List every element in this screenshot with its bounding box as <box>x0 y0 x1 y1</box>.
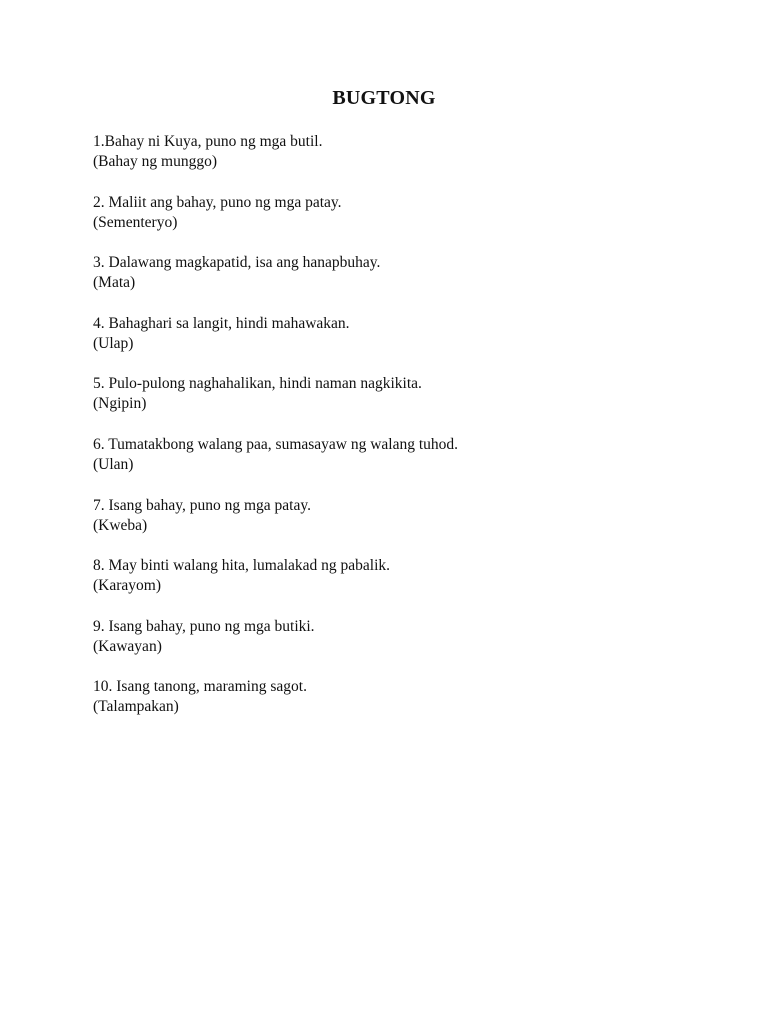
riddle-question: 4. Bahaghari sa langit, hindi mahawakan. <box>93 314 350 332</box>
riddle-answer: (Ngipin) <box>93 395 147 413</box>
riddle-item <box>93 132 693 193</box>
riddle-answer: (Ulan) <box>93 455 134 473</box>
riddle-question: 10. Isang tanong, maraming sagot. <box>93 678 307 696</box>
riddle-question: 9. Isang bahay, puno ng mga butiki. <box>93 617 315 635</box>
riddle-question: 3. Dalawang magkapatid, isa ang hanapbuhay. <box>93 254 381 272</box>
riddle-answer: (Ulap) <box>93 334 134 352</box>
riddle-answer: (Bahay ng munggo) <box>93 153 217 170</box>
riddle-answer: (Talampakan) <box>93 698 179 716</box>
riddle-list <box>93 132 693 738</box>
riddle-question: 1.Bahay ni Kuya, puno ng mga butil. <box>93 133 323 150</box>
riddle-question: 8. May binti walang hita, lumalakad ng pabalik. <box>93 557 391 575</box>
riddle-answer: (Kawayan) <box>93 637 162 655</box>
riddle-item <box>93 617 693 678</box>
riddle-answer: (Karayom) <box>93 577 161 595</box>
riddle-item <box>93 496 693 557</box>
riddle-item <box>93 435 693 496</box>
riddle-question: 2. Maliit ang bahay, puno ng mga patay. <box>93 193 342 211</box>
riddle-answer: (Sementeryo) <box>93 213 178 231</box>
riddle-item <box>93 556 693 617</box>
riddle-item <box>93 193 693 254</box>
riddle-item <box>93 314 693 375</box>
riddle-answer: (Mata) <box>93 274 136 292</box>
riddle-item <box>93 677 693 738</box>
riddle-answer: (Kweba) <box>93 516 148 534</box>
riddle-question: 7. Isang bahay, puno ng mga patay. <box>93 496 311 514</box>
riddle-item <box>93 374 693 435</box>
riddle-item <box>93 253 693 314</box>
riddle-question: 6. Tumatakbong walang paa, sumasayaw ng walang tuhod. <box>93 435 459 453</box>
riddle-question: 5. Pulo-pulong naghahalikan, hindi naman nagkikita. <box>93 375 422 393</box>
document-title: BUGTONG <box>332 87 436 109</box>
